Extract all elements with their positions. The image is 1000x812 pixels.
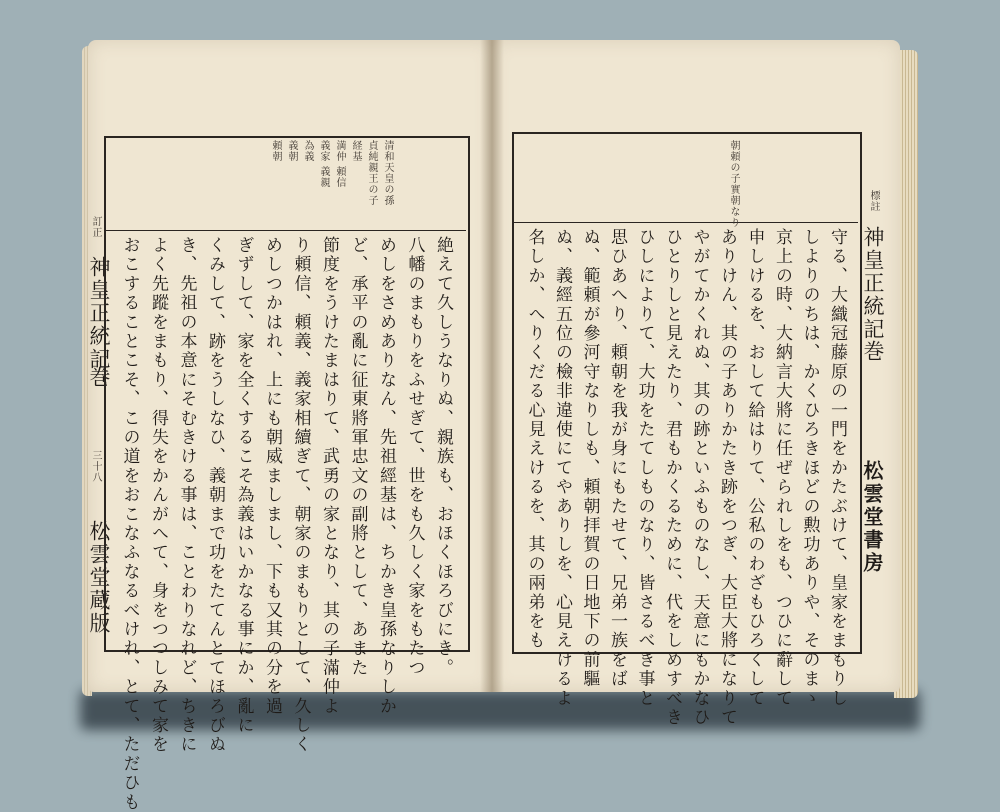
left-headnote-3: 経基 [350,140,361,162]
left-body-column-8: ぎずして、家を全くするこそ為義はいかなる事にか、亂に [233,236,254,736]
left-margin-volume: 巻 [87,366,111,389]
left-headnote-rule [104,230,466,231]
left-margin-publisher: 松雲堂蔵版 [87,520,111,635]
left-body-column-4: ど、承平の亂に征東將軍忠文の副將として、あまた [347,236,368,678]
left-body-column-7: めしつかはれ、上にも朝威ましまし、下も又其の分を過 [262,236,282,716]
left-body-column-9: くみして、跡をうしなひ、義朝まで功をたてんとてほろびぬ [205,236,225,755]
book-gutter [480,40,504,692]
right-headnote-rule [512,222,858,223]
left-margin-edition: 訂正 [90,216,101,238]
right-body-column-9: 思ひあへり、頼朝を我が身にもたせて、兄弟一族をば [607,228,627,689]
right-margin-series: 標註 [868,190,879,212]
right-margin-volume: 巻 [861,340,885,363]
right-body-column-12: 名しか、へりくだる心見えけるを、其の兩弟をも [524,228,545,651]
right-body-column-1: 守る、大織冠藤原の一門をかたぶけて、皇家をまもりし [827,228,847,708]
right-margin-publisher: 松雲堂書房 [860,460,884,575]
open-book [82,40,918,812]
left-headnote-4: 満仲 頼信 [334,140,345,189]
right-body-column-10: ぬ、範頼が參河守なりしも、頼朝拝賀の日地下の前驅 [579,228,600,689]
left-body-column-2: 八幡のまもりをふせぎて、世をも久しく家をもたつ [404,236,425,678]
right-body-column-3: 京上の時、大納言大將に任ぜられしをも、つひに辭して [772,228,792,708]
left-body-column-12: おこすることこそ、この道をおこなふなるべけれ、とて、ただひも [119,236,140,812]
right-body-column-11: ぬ、義經五位の檢非違使にてやありしを、心見えけるよ [552,228,572,708]
left-body-column-5: 節度をうけたまはりて、武勇の家となり、其の子滿仲よ [319,236,339,716]
left-body-column-11: よく先蹤をまもり、得失をかんがへて、身をつつしみて家を [148,236,168,755]
left-headnote-5: 義家 義親 [318,140,329,189]
left-body-column-10: き、先祖の本意にそむきける事は、ことわりなれど、ちきに [176,236,197,755]
right-body-column-7: ひとりしと見えたり、君もかくるために、代をしめすべき [662,228,682,728]
right-body-column-5: ありけん、其の子ありかたき跡をつぎ、大臣大將になりて [717,228,737,728]
right-margin-title: 神皇正統記 [861,226,885,341]
right-body-column-8: ひしによりて、大功をたてしものなり、皆さるべき事と [634,228,655,708]
left-margin-folio: 三十八 [90,450,101,483]
left-headnote-2: 貞純親王の子 [366,140,377,206]
left-body-column-1: 絶えて久しうなりぬ、親族も、おほくほろびにき。 [433,236,453,678]
left-headnote-8: 頼朝 [270,140,281,162]
left-body-column-6: り頼信、頼義、義家相續ぎて、朝家のまもりとして、久しく [290,236,311,755]
left-headnote-6: 為義 [302,140,313,162]
left-headnote-1: 清和天皇の孫 [382,140,393,206]
right-headnote: 朝頼の子實朝なり [728,140,739,228]
left-margin-title: 神皇正統記 [87,256,111,371]
right-body-column-6: やがてかくれぬ、其の跡といふものなし、天意にもかなひ [689,228,710,728]
left-headnote-7: 義朝 [286,140,297,162]
right-body-column-4: 申しけるを、おして給はりて、公私のわざもひろくして [744,228,765,708]
left-body-column-3: めしをさめありなん、先祖經基は、ちかき皇孫なりしか [376,236,396,716]
right-body-column-2: しよりのちは、かくひろきほどの勲功ありや、そのまゝ [799,228,820,708]
